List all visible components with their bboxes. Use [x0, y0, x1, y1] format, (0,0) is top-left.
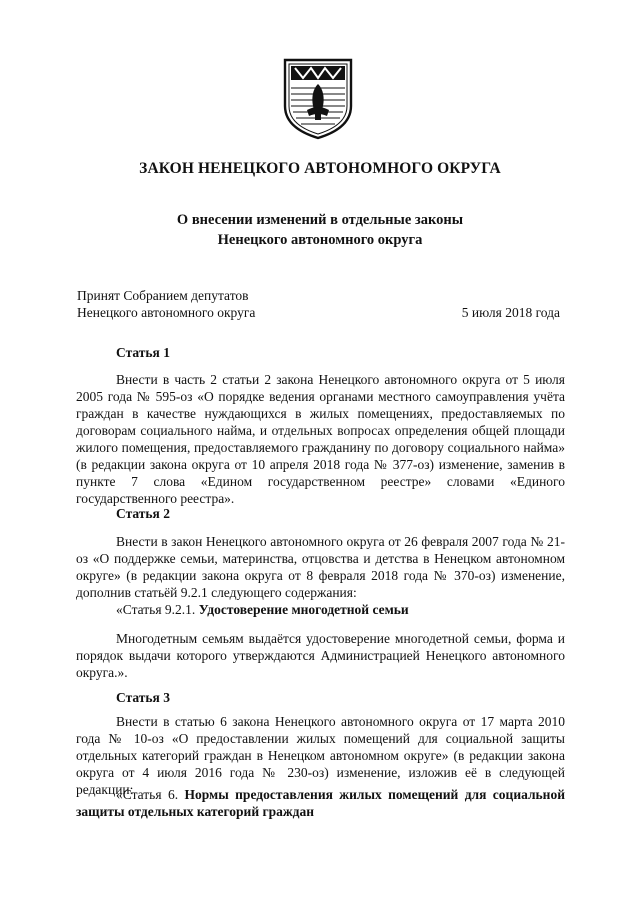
article-2-text: Внести в закон Ненецкого автономного округа от 26 февраля 2007 года № 21-оз «О поддержке семьи, материнства, отцовства и детства в Ненецком автономном округе» (в редакции закона округа от 8 февраля 2018 года № 370-оз) изменение, дополнив статьёй 9.2.1 следующего содержания: — [76, 534, 565, 600]
quote-prefix: «Статья 6. — [116, 787, 185, 802]
article-1-heading: Статья 1 — [116, 345, 170, 360]
law-title: ЗАКОН НЕНЕЦКОГО АВТОНОМНОГО ОКРУГА — [139, 160, 501, 177]
article-3-quote-heading — [76, 786, 565, 820]
quote-title: Нормы предоставления жилых помещений для социальной защиты отдельных категорий граждан — [76, 787, 565, 819]
subtitle-line-1: О внесении изменений в отдельные законы — [176, 212, 464, 228]
quote-prefix: «Статья 9.2.1. — [116, 602, 199, 617]
article-3-text: Внести в статью 6 закона Ненецкого автономного округа от 17 марта 2010 года № 10-оз «О предоставлении жилых помещений для социальной защиты отдельных категорий граждан в Ненецком автономном округе» (в редакции закона округа от 4 июля 2016 года № 230-оз) изменение, изложив её в следующей редакции: — [76, 714, 565, 797]
article-2-quote-heading — [116, 601, 409, 618]
subtitle-line-2: Ненецкого автономного округа — [217, 232, 423, 248]
adopted-line-1: Принят Собранием депутатов — [77, 288, 249, 303]
adopted-line-2: Ненецкого автономного округа — [77, 305, 256, 320]
adopted-by — [77, 287, 255, 321]
article-3-heading: Статья 3 — [116, 690, 170, 705]
coat-of-arms-emblem — [281, 56, 355, 140]
law-subtitle — [0, 210, 640, 250]
article-2-quote-text: Многодетным семьям выдаётся удостоверение многодетной семьи, форма и порядок выдачи которого утверждаются Администрацией Ненецкого автономного округа.». — [76, 631, 565, 680]
adoption-date: 5 июля 2018 года — [461, 305, 560, 320]
article-2-heading: Статья 2 — [116, 506, 170, 521]
quote-title: Удостоверение многодетной семьи — [198, 602, 409, 617]
article-1-text: Внести в часть 2 статьи 2 закона Ненецкого автономного округа от 5 июля 2005 года № 595-оз «О порядке ведения органами местного самоуправления учёта граждан в качестве нуждающихся в жилых помещениях, предоставляемых по договорам социального найма, и отдельных вопросах определения общей площади жилого помещения, предоставляемого гражданину по договору социального найма» (в редакции закона округа от 10 апреля 2018 года № 377-оз) изменение, заменив в пункте 7 слова «Едином государственном реестре» словами «Единого государственного реестра». — [76, 372, 565, 506]
